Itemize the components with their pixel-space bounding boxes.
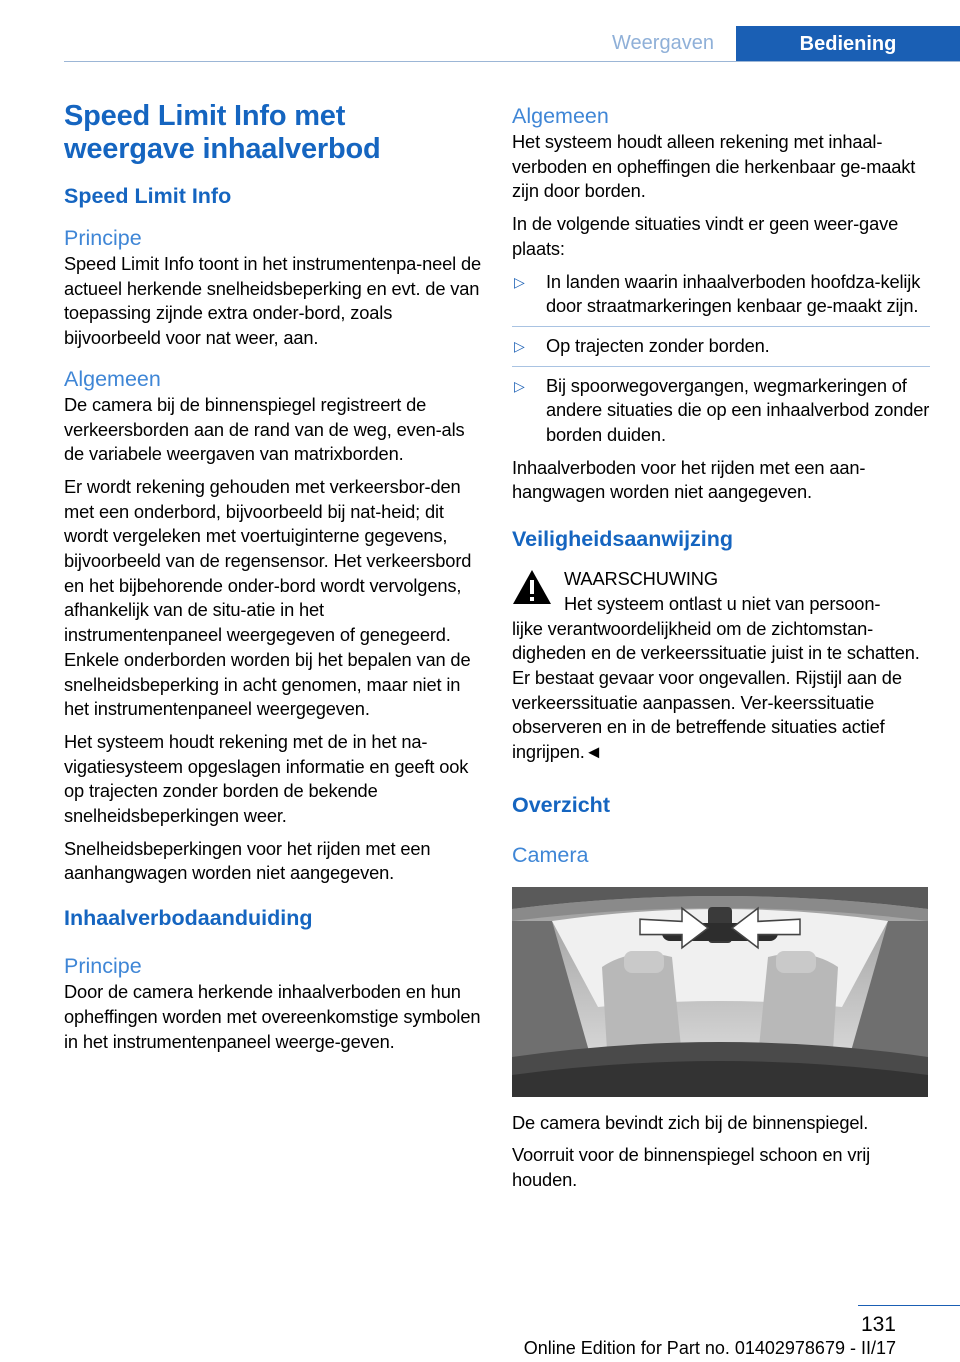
list-item [512, 374, 930, 448]
paragraph-algemeen-b: Er wordt rekening gehouden met verkeersbor-den met een onderbord, bijvoorbeeld bij nat-heid; dit wordt vergeleken met voertuiginterne gegevens, bijvoorbeeld van de regensensor. Het verkeersbord en het bijbehorende onder-bord wordt vervolgens, afhankelijk van de situ-atie in het instrumentenpaneel weergegeven of genegeerd. Enkele onderborden worden bij het bepalen van de snelheidsbeperking in acht genomen, maar niet in het instrumentenpaneel weergegeven. [64, 475, 472, 720]
warning-triangle-icon [512, 569, 552, 605]
car-interior-illustration [512, 887, 928, 1097]
paragraph-algemeen-d: Snelheidsbeperkingen voor het rijden met een aanhangwagen worden niet aangegeven. [64, 837, 431, 884]
footer-divider [858, 1305, 960, 1306]
heading-principe-2: Principe [64, 954, 142, 979]
warning-block [512, 567, 930, 765]
triangle-bullet-icon: ▷ [514, 273, 525, 290]
heading-camera: Camera [512, 842, 589, 867]
header-divider [64, 61, 960, 62]
paragraph-algemeen-a: De camera bij de binnenspiegel registreert de verkeersborden aan de rand van de weg, even-als de variabele weergaven van matrixborden. [64, 393, 465, 465]
heading-principe: Principe [64, 226, 142, 250]
warning-label: WAARSCHUWING [564, 568, 718, 590]
heading-algemeen-2: Algemeen [512, 104, 609, 128]
left-column [64, 100, 482, 1062]
heading-inhaalverbodaanduiding: Inhaalverbodaanduiding [64, 906, 313, 931]
list-item [512, 334, 930, 367]
camera-location-photo [512, 887, 928, 1097]
header-section-tab: Weergaven [612, 32, 714, 54]
list-item [512, 270, 930, 327]
list-item-text: Op trajecten zonder borden. [546, 334, 770, 356]
paragraph-camera-2: Voorruit voor de binnenspiegel schoon en vrij houden. [512, 1144, 871, 1191]
paragraph-principe: Speed Limit Info toont in het instrumentenpa-neel de actueel herkende snelheidsbeperking en evt. de van toepassing zijnde extra onder-bord, zoals bijvoorbeeld voor nat weer, aan. [64, 253, 482, 349]
paragraph-algemeen2-a: Het systeem houdt alleen rekening met inhaal-verboden en opheffingen die herkenbaar ge-maakt zijn door borden. [512, 131, 916, 202]
footer-edition: Online Edition for Part no. 01402978679 - II/17 [523, 1338, 896, 1358]
page-title: Speed Limit Info met weergave inhaalverbod [64, 100, 381, 165]
situations-list [512, 270, 930, 448]
heading-veiligheidsaanwijzing: Veiligheidsaanwijzing [512, 527, 734, 552]
list-item-text: In landen waarin inhaalverboden hoofdza-kelijk door straatmarkeringen kenbaar ge-maakt zijn. [546, 270, 921, 317]
paragraph-camera-1: De camera bevindt zich bij de binnenspiegel. [512, 1111, 869, 1133]
paragraph-algemeen-c: Het systeem houdt rekening met de in het na-vigatiesysteem opgeslagen informatie en geeft ook op trajecten zonder borden de bekende snelheidsbeperkingen weer. [64, 730, 469, 827]
paragraph-algemeen2-c: Inhaalverboden voor het rijden met een aan-hangwagen worden niet aangegeven. [512, 456, 866, 503]
triangle-bullet-icon: ▷ [514, 337, 525, 354]
heading-speed-limit-info: Speed Limit Info [64, 184, 232, 208]
heading-overzicht: Overzicht [512, 792, 610, 817]
page-number: 131 [860, 1313, 896, 1336]
heading-algemeen: Algemeen [64, 366, 161, 391]
warning-text-first-line: Het systeem ontlast u niet van persoon- [564, 592, 881, 614]
header-chapter-tab: Bediening [736, 26, 960, 62]
right-column [512, 100, 930, 1201]
warning-text: lijke verantwoordelijkheid om de zichtomstan-digheden en de verkeerssituatie juist in te schatten. Er bestaat gevaar voor ongevallen. Rijstijl aan de verkeerssituatie aanpassen. Ver-keerssituatie observeren en in de betreffende situaties actief ingrijpen.◄ [512, 617, 920, 763]
triangle-bullet-icon: ▷ [514, 377, 525, 394]
paragraph-algemeen2-b: In de volgende situaties vindt er geen weer-gave plaats: [512, 213, 899, 259]
list-item-text: Bij spoorwegovergangen, wegmarkeringen of andere situaties die op een inhaalverbod zonder borden duiden. [546, 374, 930, 446]
paragraph-principe-2: Door de camera herkende inhaalverboden en hun opheffingen worden met overeenkomstige symbolen in het instrumentenpaneel weerge-geven. [64, 981, 481, 1052]
